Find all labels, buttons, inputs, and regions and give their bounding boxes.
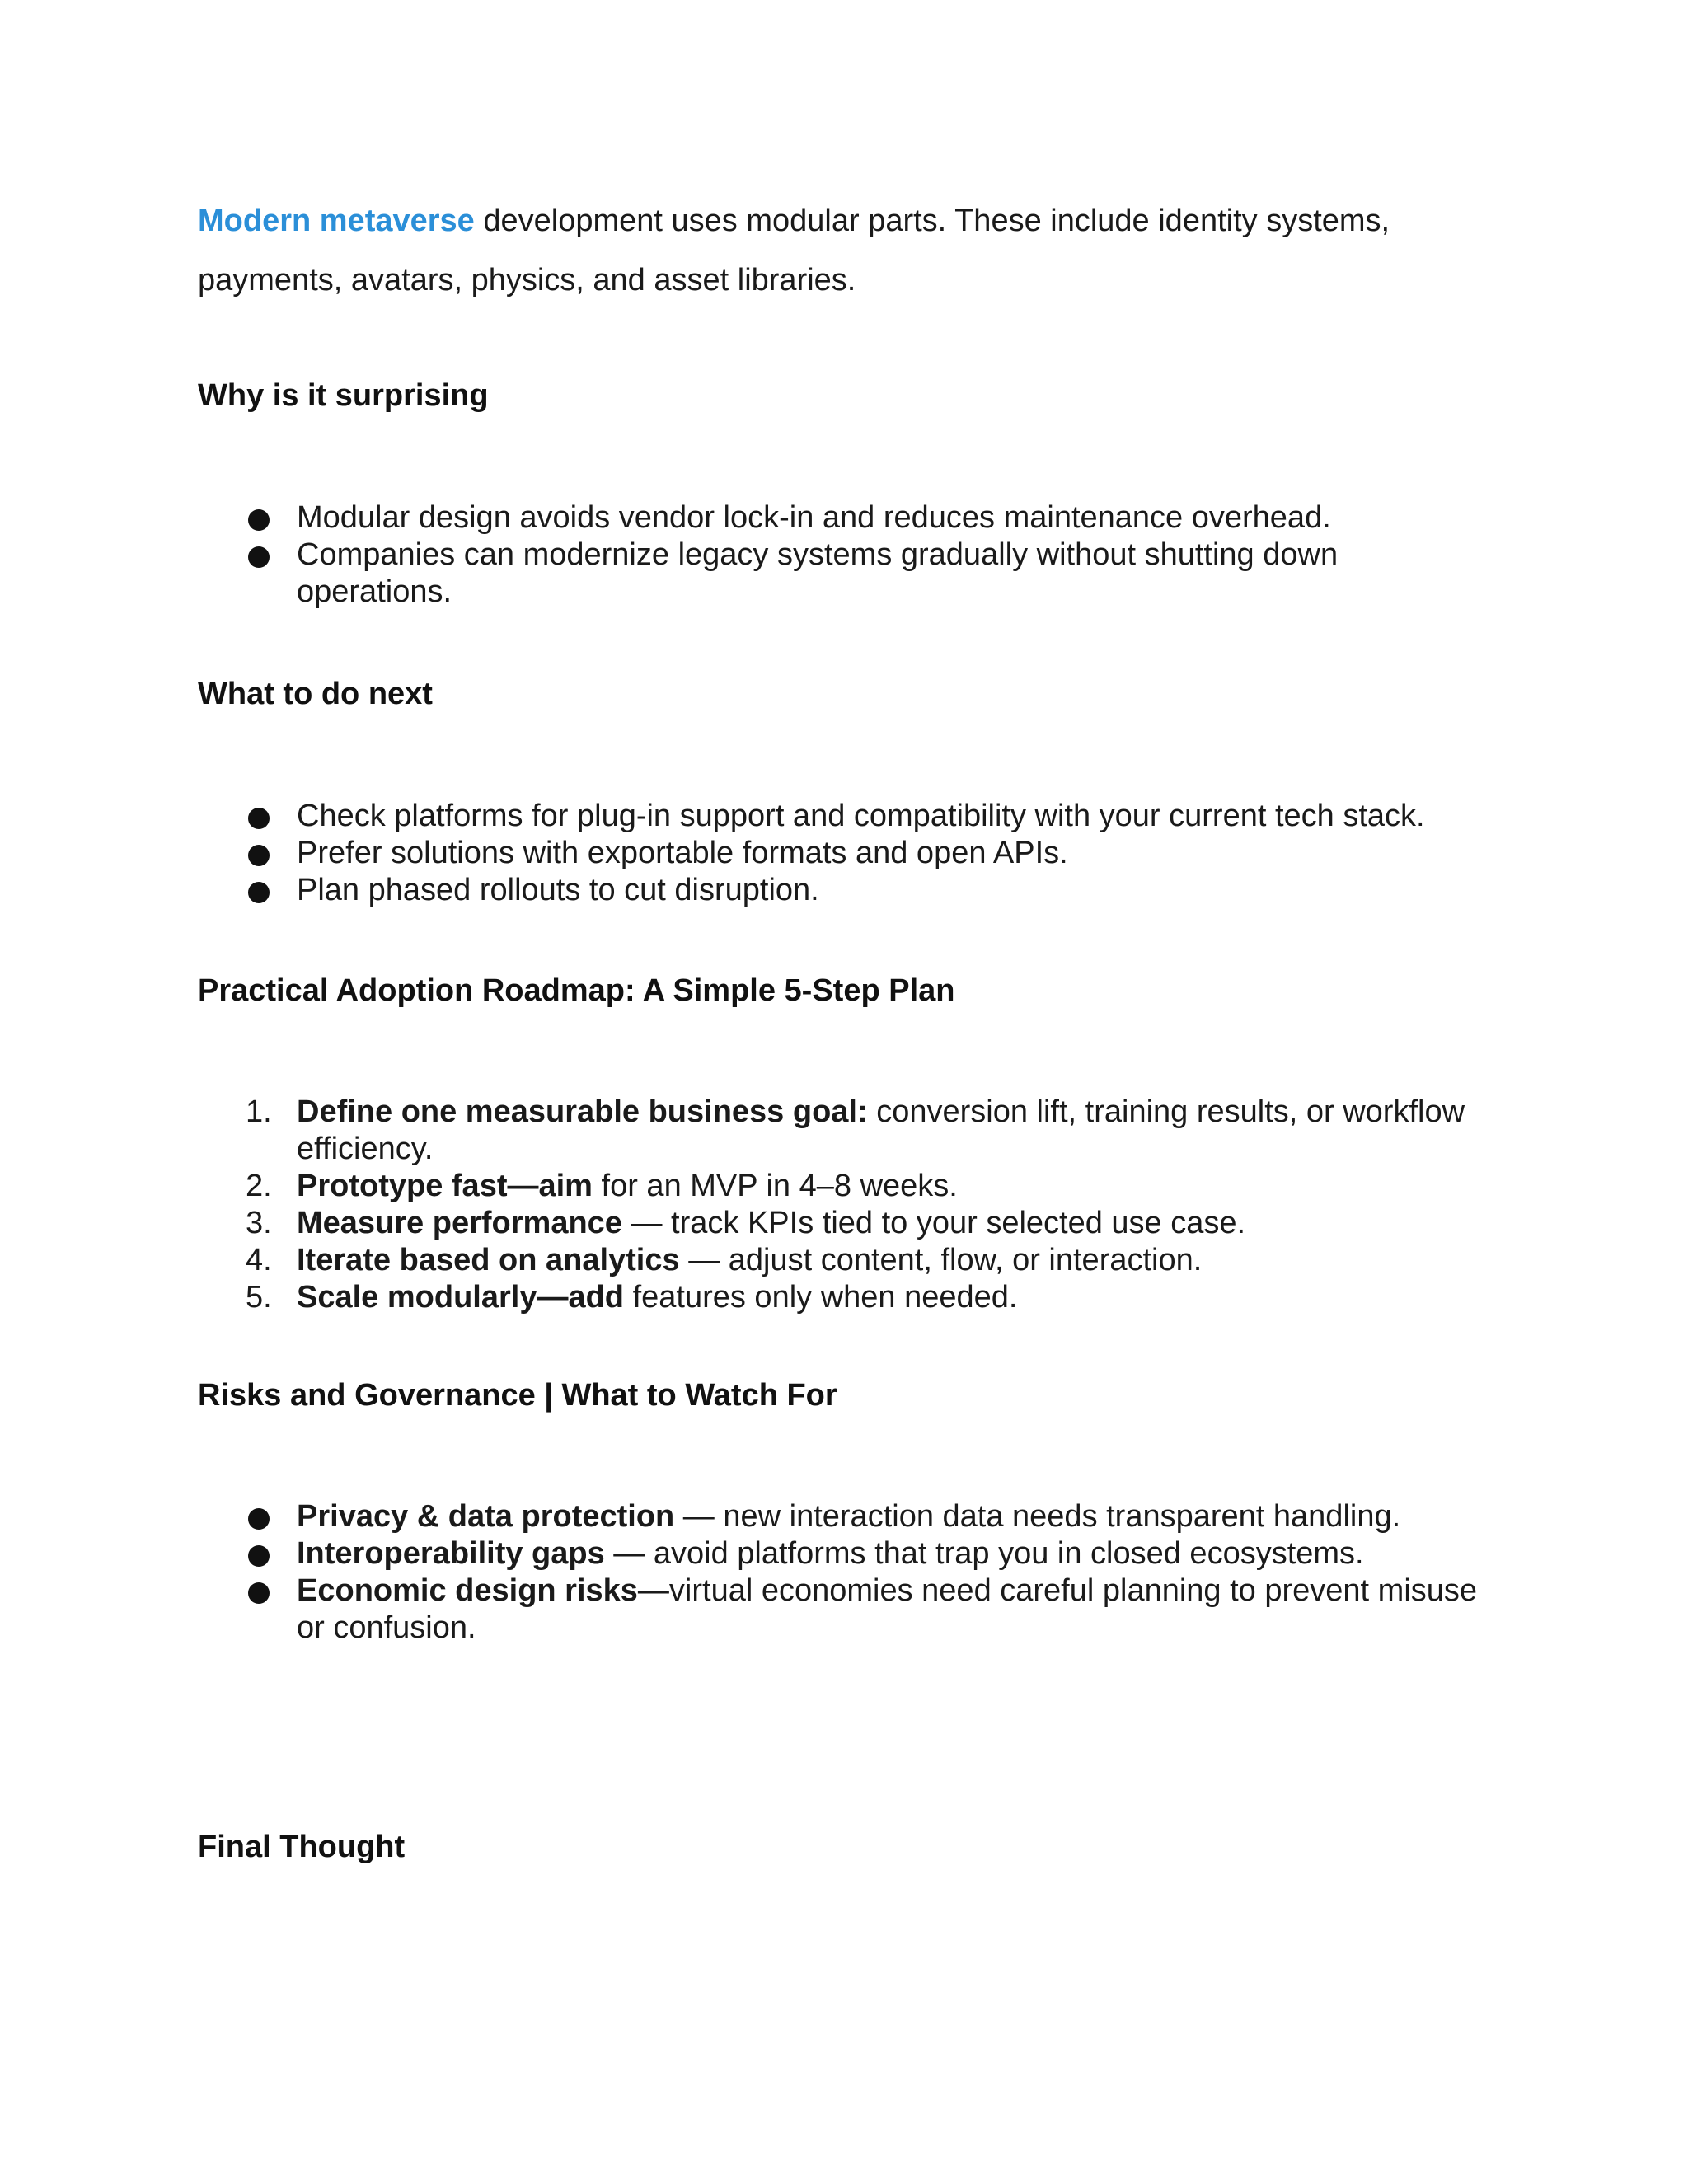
why-surprising-list	[198, 499, 1484, 611]
bullet-icon	[248, 845, 270, 866]
list-item: Interoperability gaps — avoid platforms that trap you in closed ecosystems.	[198, 1535, 1484, 1572]
bullet-icon	[248, 1508, 270, 1530]
list-number: 4.	[246, 1243, 272, 1277]
heading-risks: Risks and Governance | What to Watch For	[198, 1378, 837, 1413]
list-item: 3. Measure performance — track KPIs tied to your selected use case.	[246, 1206, 1246, 1240]
intro-paragraph	[198, 191, 1484, 310]
bullet-icon	[248, 808, 270, 829]
next-steps-list	[198, 798, 1484, 909]
intro-text: development uses modular parts. These include identity systems, payments, avatars, physics, and asset libraries.	[198, 204, 1390, 298]
list-item: 2. Prototype fast—aim for an MVP in 4–8 weeks.	[246, 1169, 958, 1203]
list-item: Privacy & data protection — new interaction data needs transparent handling.	[198, 1498, 1484, 1535]
roadmap-list	[198, 1094, 1484, 1316]
list-item: Economic design risks—virtual economies need careful planning to prevent misuse or confusion.	[198, 1572, 1484, 1647]
list-number: 2.	[246, 1169, 272, 1203]
bullet-icon	[248, 546, 270, 568]
list-number: 3.	[246, 1206, 272, 1240]
list-item: Companies can modernize legacy systems gradually without shutting down operations.	[198, 537, 1484, 611]
modern-metaverse-link[interactable]: Modern metaverse	[198, 204, 475, 238]
list-number: 1.	[246, 1094, 272, 1129]
list-item: Check platforms for plug-in support and compatibility with your current tech stack.	[198, 798, 1484, 835]
list-item: Modular design avoids vendor lock-in and reduces maintenance overhead.	[198, 499, 1484, 537]
heading-roadmap: Practical Adoption Roadmap: A Simple 5-Step Plan	[198, 973, 955, 1008]
bullet-icon	[248, 1582, 270, 1604]
list-item: Prefer solutions with exportable formats and open APIs.	[198, 835, 1484, 872]
list-number: 5.	[246, 1280, 272, 1315]
risks-list	[198, 1498, 1484, 1647]
list-item: Plan phased rollouts to cut disruption.	[198, 872, 1484, 909]
heading-final-thought: Final Thought	[198, 1830, 406, 1864]
list-item: 4. Iterate based on analytics — adjust content, flow, or interaction.	[246, 1243, 1203, 1277]
bullet-icon	[248, 882, 270, 903]
heading-why-surprising: Why is it surprising	[198, 378, 489, 413]
bullet-icon	[248, 1545, 270, 1567]
bullet-icon	[248, 509, 270, 531]
heading-what-to-do-next: What to do next	[198, 677, 433, 711]
list-item: 1. Define one measurable business goal: conversion lift, training results, or workflow efficiency.	[246, 1094, 1465, 1166]
list-item: 5. Scale modularly—add features only when needed.	[246, 1280, 1018, 1315]
